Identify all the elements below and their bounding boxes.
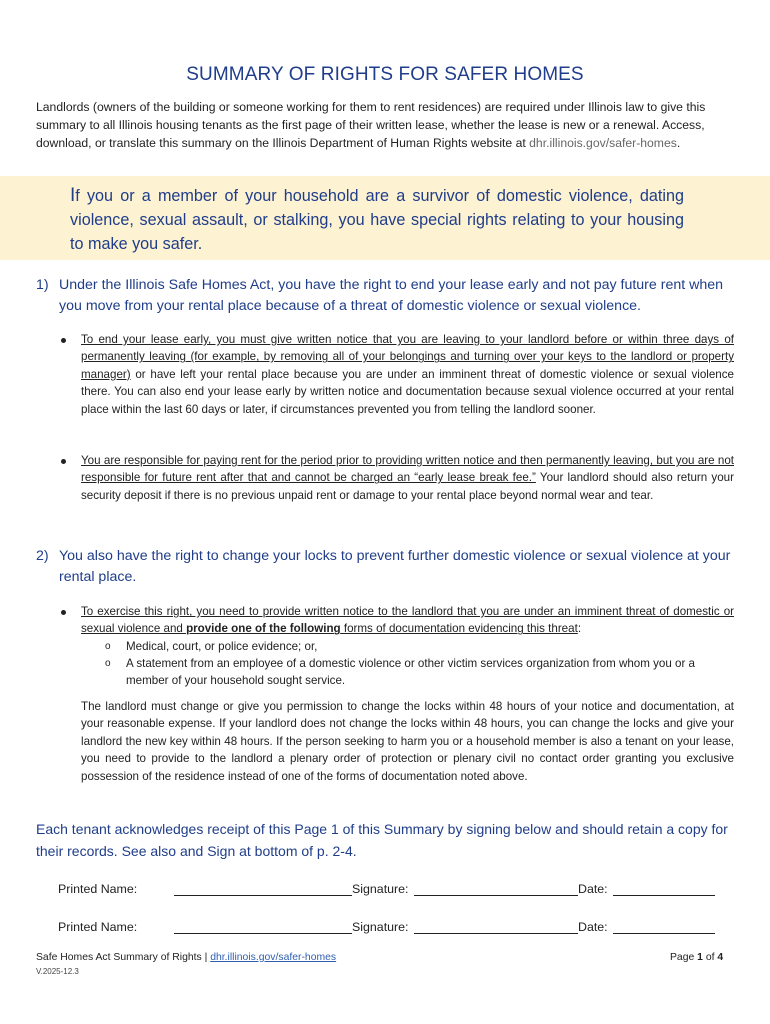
intro-text: Landlords (owners of the building or someone working for them to rent residences) are required under Illinois law to give this summary to all Illinois housing tenants as the first page of their written lease, whether the lease is new or a renewal. Access, download, or translate this summary on the Illinois Department of Human Rights website at [36,100,706,150]
sub-item-text: A statement from an employee of a domestic violence or other victim services organization from whom you or a member of your household sought service. [126,657,695,688]
bold-underlined-text: provide one of the following [186,622,341,636]
date-label: Date: [578,920,608,934]
underlined-text: To exercise this right, you need to provide written notice to the landlord that you are under an imminent threat of domestic or sexual violence and [81,605,734,636]
bullet-icon [61,459,66,464]
intro-url: dhr.illinois.gov/safer-homes [529,136,677,150]
footer-version: V.2025-12.3 [36,967,79,976]
footer-separator: | [204,952,208,963]
signature-field[interactable] [414,881,578,896]
banner-first-letter: I [70,185,76,206]
signature-label: Signature: [352,882,409,896]
regular-text: : [577,622,582,636]
page-prefix: Page [670,952,698,963]
page-of: of [702,952,718,963]
section-2-text: You also have the right to change your locks to prevent further domestic violence or sexual violence at your rental place. [59,548,731,585]
footer-left [36,952,336,963]
section-2-bullet-1 [61,603,734,638]
printed-name-label: Printed Name: [58,920,138,934]
page-total: 4 [717,952,724,963]
section-1-number: 1) [36,277,49,293]
underlined-text: To end your lease early, you must give written notice that you are leaving to your landlord before or within three days of permanently leaving (for example, by removing all of your belongings and turning over your keys to the landlord or property manager) [81,333,734,381]
page-title: SUMMARY OF RIGHTS FOR SAFER HOMES [186,64,584,85]
underlined-text: You are responsible for paying rent for the period prior to providing written notice and then permanently leaving, but you are not responsible for future rent after that and cannot be charged an “early lease break fee.” [81,454,734,485]
underlined-text: forms of documentation evidencing this threat [340,622,578,636]
sub-item-1 [105,638,737,655]
bullet-text [81,331,734,418]
footer-title: Safe Homes Act Summary of Rights [36,952,202,963]
page-current: 1 [697,952,703,963]
section-2-number: 2) [36,548,49,564]
bullet-text [81,603,734,638]
section-1-text: Under the Illinois Safe Homes Act, you have the right to end your lease early and not pay future rent when you move from your rental place because of a threat of domestic violence or sexual violence. [59,277,724,314]
acknowledgement-text: Each tenant acknowledges receipt of this Page 1 of this Summary by signing below and should retain a copy for their records. See also and Sign at bottom of p. 2-4. [36,821,728,859]
date-field[interactable] [613,919,715,934]
bullet-icon [61,338,66,343]
bullet-text [81,452,734,504]
signature-field[interactable] [414,919,578,934]
section-1-bullet-2 [61,452,734,504]
circle-bullet-icon: o [105,658,111,669]
regular-text: or have left your rental place because you are under an imminent threat of domestic violence or sexual violence there. You can also end your lease early by written notice and documentation because sexual violence occurred at your rental place within the last 60 days or later, if circumstances prevented you from telling the landlord sooner. [81,367,734,416]
lock-change-paragraph: The landlord must change or give you permission to change the locks within 48 hours of your notice and documentation, at your reasonable expense. If your landlord does not change the locks within 48 hours, you can change the locks and give your landlord the new key within 48 hours. If the person seeking to harm you or a household member is also a tenant on your lease, you need to provide to the landlord a plenary order of protection or plenary civil no contact order granting you exclusive possession of the residence instead of one of the forms of documentation noted above. [81,700,734,783]
sub-item-2 [105,655,737,690]
footer-link[interactable]: dhr.illinois.gov/safer-homes [210,952,337,963]
signature-row-1 [58,878,738,898]
date-label: Date: [578,882,608,896]
bullet-icon [61,610,66,615]
section-2-heading [36,546,736,588]
intro-end: . [676,136,681,150]
date-field[interactable] [613,881,715,896]
sub-item-text: Medical, court, or police evidence; or, [126,640,318,653]
signature-label: Signature: [352,920,409,934]
section-1-bullet-1 [61,331,734,418]
regular-text: Your landlord should also return your security deposit if there is no previous unpaid rent or damage to your rental place beyond normal wear and tear. [81,471,734,502]
printed-name-field[interactable] [174,919,352,934]
circle-bullet-icon: o [105,641,111,652]
intro-paragraph [36,98,726,152]
banner-text [70,184,684,256]
banner-rest: f you or a member of your household are a survivor of domestic violence, dating violence, sexual assault, or stalking, you have special rights relating to your housing to make you safer. [70,187,684,253]
signature-row-2 [58,916,738,936]
printed-name-field[interactable] [174,881,352,896]
printed-name-label: Printed Name: [58,882,138,896]
page-number [670,952,723,963]
section-1-heading [36,275,736,317]
